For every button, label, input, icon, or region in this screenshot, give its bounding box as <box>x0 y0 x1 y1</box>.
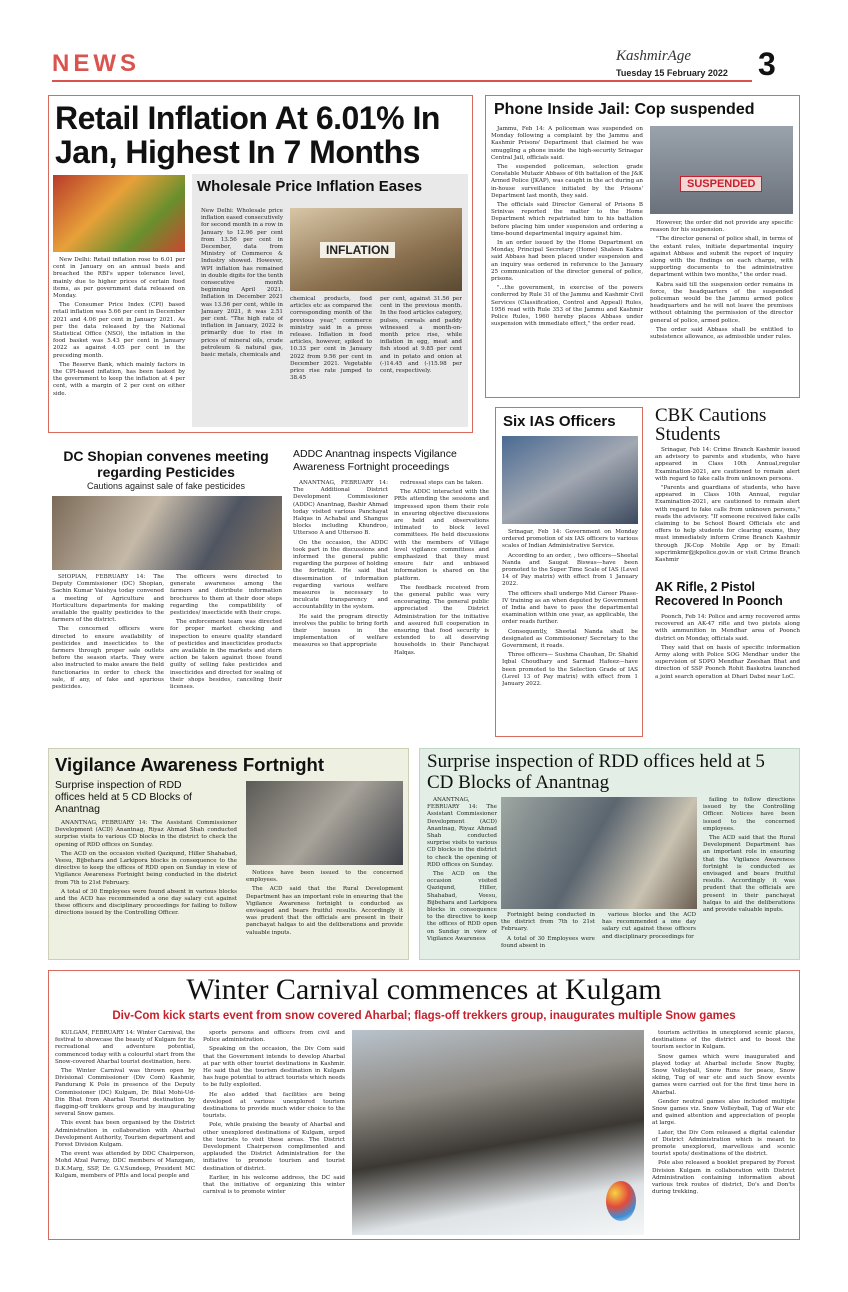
cbk-headline: CBK Cautions Students <box>655 405 767 445</box>
winter-subhead: Div-Com kick starts event from snow covered Aharbal; flags-off trekkers group, inaugurates multiple Snow games <box>112 1010 736 1022</box>
surprise-col3: various blocks and the ACD has recommended a one day salary cut against these officers and disciplinary proceedings for <box>602 912 696 940</box>
winter-col3: tourism activities in unexplored scenic places, destinations of the district and to boost the tourism sector in Kulgam. Snow games which were inaugurated and played today at Aharbal include Snow Rugby, Snow Volleyball, Snow Runs for peace, Snow skiing, Tug of war etc and such Snow events games were carried out for the first time here in Aharbal. Gender neutral games also included multiple Snow games viz. Snow Volleyball, Tug of War etc and gained attention and appreciation of people at large. Later, the Div Com released a digital calendar of District Administration which is meant to promote unexplored, marvellous and scenic tourist spots/ destinations of the district. Pole also released a booklet prepared by Forest Division Kulgam in collaboration with District Administration containing information about various trek routes of district, Do's and Don'ts during trekking. <box>652 1030 795 1196</box>
inflation-photo <box>290 208 462 291</box>
addc-col2: redressal steps can be taken. The ADDC interacted with the PRIs attending the sessions and impressed upon them their role in ensuring objective discussions are held and observations intimated to block level committees. He held discussions with the members of Village level vigilance committees and emphasized that they must ensure fair and unbiased information is shared on the platform. The feedback received from the general public was very encouraging. The general public appreciated the District Administration for the initiative and assured full cooperation in ensuring that food security is extended to all deserving households in their Panchayat Halqas. <box>394 480 489 656</box>
winter-col1: KULGAM, FEBRUARY 14: Winter Carnival, the festival to showcase the beauty of Kulgam for its recreational and adventure potential, commenced today with a colourful start from the Snow-covered Aharbal tourist destination, here. The Winter Carnival was thrown open by Divisional Commissioner (Div Com) Kashmir, Pandurang K Pole in presence of the Deputy Commissioner (DC) Kulgam, Dr. Bilal Mohi-Ud-Din Bhat from Aharbal Tourist destination by flagging-off trekkers group and by inaugurating several Snow games. This event has been organised by the District Administration in collaboration with Aharbal Development Authority, Tourism department and Forest Division Kulgam. The event was attended by DDC Chairperson, Mohd Afzal Parray, DDC members of Manzgam, D.K.Marg, SSP, Dr. G.V.Sundeep, President MC Kulgam, members of PRIs and local people and <box>55 1030 195 1179</box>
wholesale-col3: per cent, against 31.56 per cent in the previous month. In the food articles category, pulses, cereals and paddy witnessed a month-on-month price rise, while inflation in egg, meat and fish stood at 9.85 per cent and in potato and onion at (-)14.45 and (-)15.98 per cent, respectively. <box>380 296 462 375</box>
shopian-subhead: Cautions against sale of fake pesticides <box>86 481 246 491</box>
inflation-photo-label: INFLATION <box>320 242 395 258</box>
phone-headline: Phone Inside Jail: Cop suspended <box>494 101 755 118</box>
addc-col1: ANANTNAG, FEBRUARY 14: The Additional District Development Commissioner (ADDC) Anantnag, Bashir Ahmad today visited various Panchayat Halqas in Achabal and Shangus blocks including Khundroo, Uttersoo A and Uttersoo B. On the occasion, the ADDC took part in the discussions and informed the general public regarding the purpose of holding the fortnight. He said that dissemination of information regarding various welfare measures is necessary to inculcate transparency and accountability in the system. He said the program directly involves the public to bring forth their issues in the implementation of welfare measures so that appropriate <box>293 480 388 649</box>
wholesale-col1: New Delhi: Wholesale price inflation eased consecutively for second month in a row in January to 12.96 per cent from 13.56 per cent in December, data from Ministry of Commerce & Industry showed. However, WPI inflation has remained in double digits for the tenth consecutive month beginning April 2021. Inflation in December 2021 was 13.56 per cent, while in January 2021, it was 2.51 per cent. "The high rate of inflation in January, 2022 is primarily due to rise in prices of mineral oils, crude petroleum & natural gas, basic metals, chemicals and <box>201 208 283 359</box>
shopian-col2: The officers were directed to generate awareness among the farmers and distribute information brochures to them at their door steps regarding the compatibility of pesticides/ insecticide with their crops. The enforcement team was directed for proper market checking and inspection to ensure quality standard of pesticides and insecticides products are available in the markets and stern action be taken against those found guilty of selling fake pesticides and insecticides and directed for sealing of their shops besides, canceling their licenses. <box>170 574 282 691</box>
retail-fruit-photo <box>53 175 185 252</box>
ias-headline: Six IAS Officers <box>503 413 616 430</box>
balloon-cluster-icon <box>606 1181 636 1221</box>
cbk-body: Srinagar, Feb 14: Crime Branch Kashmir issued an advisory to parents and students, who have appeared in Class 10th Annual,regular Examination-2021, are cautioned to remain alert with regard to fake calls from unknown persons. "Parents and guardians of students, who have appeared in Class 10th Annual, regular Examination-2021, are cautioned to remain alert with regard to fake calls from unknown persons," reads the advisory. "If someone received fake calls claiming to be School Board Officials etc and offers to help students for clearing exams, they must immediately inform Crime Branch Kashmir through JK-Cop Mobile App or by Email: sspcrimkmr@jkpolice.gov.in or visit Crime Branch Kashmir <box>655 447 800 564</box>
shopian-headline: DC Shopian convenes meeting regarding Pesticides <box>63 448 269 480</box>
retail-body: New Delhi: Retail inflation rose to 6.01 per cent in January on an annual basis and breached the RBI's upper tolerance level, mainly due to higher prices of certain food items, as per government data released on Monday. The Consumer Price Index (CPI) based retail inflation was 5.66 per cent in December 2021 and 4.06 per cent in January 2021. As per the data released by the National Statistical Office (NSO), the inflation in the food basket was 5.43 per cent in January 2022 as against 4.05 per cent in the preceding month. The Reserve Bank, which mainly factors in the CPI-based inflation, has been tasked by the government to keep the inflation at 4 per cent, with a margin of 2 per cent on either side. <box>53 257 185 397</box>
winter-headline: Winter Carnival commences at Kulgam <box>186 973 662 1006</box>
vigilance-col2: Notices have been issued to the concerned employees. The ACD said that the Rural Development Department has an important role in ensuring that the Vigilance Awareness fortnight is conducted as envisaged and bears fruitful results. Accordingly it was prudent that the officials are present in their panchayat halqas to aid the deliberations and provide valuable inputs. <box>246 870 403 936</box>
addc-headline: ADDC Anantnag inspects Vigilance Awareness Fortnight proceedings <box>293 448 457 473</box>
page-number: 3 <box>758 46 776 82</box>
surprise-photo <box>501 797 697 909</box>
phone-col2: However, the order did not provide any specific reason for his suspension. "The director general of police shall, in terms of the extant rules, initiate departmental inquiry against Abbass and submit the report of inquiry along with the findings on each charge, with supporting documents to the administrative department within two months," the order read. Kabra said till the suspension order remains in force, the headquarters of the suspended policeman would be the Jammu armed police headquarters and he will not leave the premises without obtaining the permission of the director general of police, armed police. The order said Abbass shall be entitled to subsistence allowance, as admissible under rules. <box>650 220 793 341</box>
surprise-col4: failing to follow directions issued by the Controlling Officer. Notices have been issued to the concerned employees. The ACD said that the Rural Development Department has an important role in ensuring that the Vigilance Awareness fortnight is conducted as envisaged and bears fruitful results. Accordingly it was prudent that the officials are present in their panchayat halqas to aid the deliberations and provide valuable inputs. <box>703 797 795 914</box>
surprise-col2: Fortnight being conducted in the district from 7th to 21st February. A total of 30 Employees were found absent in <box>501 912 595 949</box>
winter-col2: sports persons and officers from civil and Police administration. Speaking on the occasion, the Div Com said that the Government intends to develop Aharbal at par with other tourist destinations in Kashmir. He said that the tourism destination in Kulgam has huge potential to attract tourists which needs to be fully exploited. He also added that facilities are being developed at various unexplored tourism destinations to provide much wider choice to the tourists. Pole, while praising the beauty of Aharbal and other unexplored destinations of Kulgam, urged the tourists to visit these areas. The District Development Chairperson complimented and applauded the District Administration for the initiative to promote tourism and tourist destination of district. Earlier, in his welcome address, the DC said that the initiative of organizing this winter carnival is to promote winter <box>203 1030 345 1196</box>
wholesale-headline: Wholesale Price Inflation Eases <box>197 178 423 195</box>
phone-col1: Jammu, Feb 14: A policeman was suspended on Monday following a complaint by the Jammu and Kashmir Prisons' Department that claimed he was smuggling a phone inside the high-security Srinagar Central Jail, officials said. The suspended policeman, selection grade Constable Mutazir Abbass of 6th battalion of the J&K Armed Police (JKAP), was caught in the act during an in-house surveillance initiated by the Prisons' Department last month, they said. The officials said Director General of Prisons B Srinivas reported the matter to the Home Department which repatriated him to his battalion before placing him under suspension and ordering a time-bound departmental inquiry against him. In an order issued by the Home Department on Monday, Principal Secretary (Home) Shaleen Kabra said Abbass had been placed under suspension and an inquiry was ordered in reference to the January 25 communication of the director general of police, prisons. "...the government, in exercise of the powers conferred by Rule 31 of the Jammu and Kashmir Civil Services (Classification, Control and Appeal) Rules, 1956 read with Rule 353 of the Jammu and Kashmir Police Rules, 1960 hereby places Abbass under suspension with immediate effect," the order read. <box>491 126 643 328</box>
vigilance-subhead: Surprise inspection of RDD offices held at 5 CD Blocks of Anantnag <box>55 779 192 815</box>
vigilance-photo <box>246 781 403 865</box>
ak-body: Poonch, Feb 14: Police and army recovered arms recovered an AK-47 rifle and two pistols along with ammunition in Mendhar area of Poonch district on Monday, officials said. They said that on basis of specific information Army along with Police SOG Mendhar under the supervision of SDPO Mendhar Zeeshan Bhat and direction of SSP Poonch Rohit Baskotra launched a joint search operation at Dhari Dabsi near LoC. <box>655 614 800 680</box>
section-label: NEWS <box>52 50 140 77</box>
ak-headline: AK Rifle, 2 Pistol Recovered In Poonch <box>655 580 783 608</box>
surprise-headline: Surprise inspection of RDD offices held at 5 CD Blocks of Anantnag <box>427 751 765 793</box>
shopian-photo <box>52 496 282 570</box>
masthead-date: Tuesday 15 February 2022 <box>616 68 728 78</box>
shopian-col1: SHOPIAN, FEBRUARY 14: The Deputy Commissioner (DC) Shopian, Sachin Kumar Vaishya today convened a meeting of Agriculture and Horticulture departments for making available the quality pesticides to the farmers of the district. The concerned officers were directed to ensure availability of pesticides and insecticides to the farmers through proper sale outlets before the season starts. They were also instructed to make aware the field functionaries in order to check the sale, if any, of fake and spurious pesticides. <box>52 574 164 691</box>
ias-body: Srinagar, Feb 14: Government on Monday ordered promotion of six IAS officers to various scales of Indian Administrative Service. According to an order, , two officers—Sheetal Nanda and Saugat Biswas—have been promoted to the Super Time Scale of IAS (Level 14 of Pay matrix) with effect from 1 January 2022. The officers shall undergo Mid Career Phase-IV training as an when deputed by Government of India and have to pass the departmental examination within one year, as applicable, the order reads further. Consequently, Sheetal Nanda shall be designated as Commissioner/ Secretary to the Government, it reads. Three officers— Sushma Chauhan, Dr. Shahid Iqbal Choudhary and Sarmad Hafeez—have been promoted to the Selection Grade of IAS (Level 13 of Pay matrix) with effect from 1 January 2022. <box>502 529 638 688</box>
masthead-rule <box>52 80 752 82</box>
wholesale-col2: chemical products, food articles etc as compared the corresponding month of the previous year," commerce ministry said in a press release. Inflation in food articles, however, spiked to 10.33 per cent in January 2022 from 9.56 per cent in December 2021. Vegetable price rise rate jumped to 38.45 <box>290 296 372 382</box>
surprise-col1: ANANTNAG, FEBRUARY 14: The Assistant Commissioner Development (ACD) Anantnag, Riyaz Ahmad Shah conducted surprise visits to various CD blocks in the district to check the opening of RDD offices on Sunday. The ACD on the occasion visited Qaziqund, Hiller, Shahabad, Veesu, Bijbehara and Larkipora blocks in consequence to the directive to keep the offices of RDD open on Sunday in view of Vigilance Awareness <box>427 797 497 942</box>
retail-headline: Retail Inflation At 6.01% In Jan, Highest In 7 Months <box>55 100 440 170</box>
suspended-photo <box>650 126 793 214</box>
ias-photo <box>502 436 638 524</box>
masthead-logo: KashmirAge <box>616 48 691 64</box>
vigilance-headline: Vigilance Awareness Fortnight <box>55 754 325 775</box>
suspended-stamp: SUSPENDED <box>680 176 762 192</box>
winter-photo <box>352 1030 644 1235</box>
vigilance-col1: ANANTNAG, FEBRUARY 14: The Assistant Commissioner Development (ACD) Anantnag, Riyaz Ahmad Shah conducted surprise visits to various CD blocks in the district to check the opening of RDD offices on Sunday. The ACD on the occasion visited Qaziqund, Hiller Shahabad, Veesu, Bijbehara and Larkipora blocks in consequence to the directive to keep the offices of RDD open on Sunday in view of Vigilance Awareness Fortnight being conducted in the district from 7th to 21st February. A total of 30 Employees were found absent in various blocks and the ACD has recommended a one day salary cut against these officers and disciplinary proceedings for failing to follow directions issued by the Controlling Officer. <box>55 820 237 917</box>
